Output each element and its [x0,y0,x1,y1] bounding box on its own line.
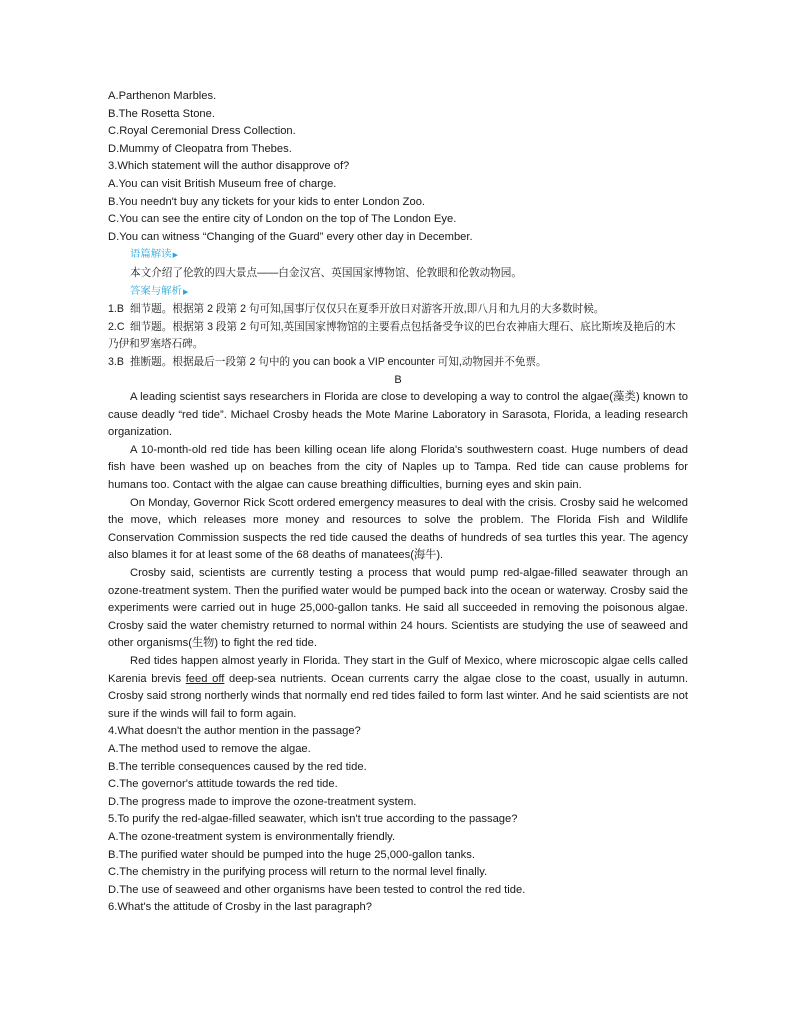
question-4 [108,723,688,811]
question-stem: 3.Which statement will the author disapprove of? [108,160,350,173]
option-c: C.The chemistry in the purifying process will return to the normal level finally. [108,866,488,879]
question-3 [108,158,688,246]
option-d: D.The progress made to improve the ozone-treatment system. [108,795,417,808]
option-a: A.Parthenon Marbles. [108,90,217,102]
reading-passage [108,389,688,723]
option-a: A.The ozone-treatment system is environmentally friendly. [108,830,396,843]
passage-paragraph-4: Crosby said, scientists are currently testing a process that would pump red-algae-filled seawater through an ozone-treatment system. Then the purified water would be pumped back into the ocean or waterway. Crosby said the experiments were carried out in huge 25,000-gallon tanks. He said all succeeded in removing the poisonous algae. Crosby said the water chemistry returned to normal within 24 hours. Scientists are studying the use of seaweed and other organisms(生物) to fight the red tide. [108,567,688,650]
option-c: C.Royal Ceremonial Dress Collection. [108,125,296,138]
question-stem: 6.What's the attitude of Crosby in the last paragraph? [108,901,372,914]
option-b: B.You needn't buy any tickets for your kids to enter London Zoo. [108,195,426,208]
option-a: A.You can visit British Museum free of charge. [108,177,337,190]
option-a: A.The method used to remove the algae. [108,742,311,755]
triangle-icon: ▶ [172,252,178,260]
triangle-icon: ▶ [182,288,189,296]
option-d: D.You can witness “Changing of the Guard” every other day in December. [108,230,473,243]
option-c: C.The governor's attitude towards the red tide. [108,778,338,791]
answer-2-continued: 乃伊和罗塞塔石碑。 [108,338,204,351]
passage-paragraph-1: A leading scientist says researchers in Florida are close to developing a way to control the algae(藻类) known to cause deadly “red tide”. Michael Crosby heads the Mote Marine Laboratory in Sarasota, Florida, a leading research organization. [108,391,688,439]
option-d: D.The use of seaweed and other organisms have been tested to control the red tide. [108,883,526,896]
question-2-options [108,88,688,158]
section-heading: B [394,373,402,386]
summary-text: 本文介绍了伦敦的四大景点——白金汉宫、英国国家博物馆、伦敦眼和伦敦动物园。 [130,266,522,279]
underlined-phrase: feed off [185,672,225,685]
summary-label: 语篇解读▶ [130,249,178,261]
passage-paragraph-3: On Monday, Governor Rick Scott ordered emergency measures to deal with the crisis. Crosby said he welcomed the move, which releases more money and resources to solve the problem. The Florida Fish and Wildlife Conservation Commission suspects the red tide caused the deaths of hundreds of sea turtles this year. The agency also blames it for at least some of the 68 deaths of manatees(海牛). [108,496,688,562]
option-c: C.You can see the entire city of London on the top of The London Eye. [108,213,457,226]
passage-paragraph-5: Red tides happen almost yearly in Florida. They start in the Gulf of Mexico, where microscopic algae cells called Karenia brevis feed off deep-sea nutrients. Ocean currents carry the algae close to the coast, usually in autumn. Crosby said strong northerly winds that normally end red tides failed to form last winter. And he said scientists are not sure if the winds will fail to form again. [108,655,688,720]
document-page [108,88,688,917]
question-stem: 4.What doesn't the author mention in the passage? [108,725,361,738]
answer-3: 3.B 推断题。根据最后一段第 2 句中的 you can book a VIP encounter 可知,动物园并不免票。 [108,355,547,368]
option-b: B.The terrible consequences caused by the red tide. [108,760,367,773]
option-d: D.Mummy of Cleopatra from Thebes. [108,142,292,155]
answer-1: 1.B 细节题。根据第 2 段第 2 句可知,国事厅仅仅只在夏季开放日对游客开放,即八月和九月的大多数时候。 [108,303,605,316]
answer-2: 2.C 细节题。根据第 3 段第 2 句可知,英国国家博物馆的主要看点包括备受争议的巴台农神庙大理石、底比斯埃及艳后的木 [108,320,676,333]
question-6 [108,899,688,917]
answers-label: 答案与解析▶ [130,285,189,297]
passage-paragraph-2: A 10-month-old red tide has been killing ocean life along Florida's southwestern coast. Huge numbers of dead fish have been washed up on beaches from the city of Naples up to Tampa. Red tide can cause problems for humans too. Contact with the algae can cause breathing difficulties, burning eyes and skin pain. [108,443,688,492]
option-b: B.The purified water should be pumped into the huge 25,000-gallon tanks. [108,848,475,861]
question-5 [108,811,688,899]
question-stem: 5.To purify the red-algae-filled seawater, which isn't true according to the passage? [108,813,518,826]
option-b: B.The Rosetta Stone. [108,107,215,120]
